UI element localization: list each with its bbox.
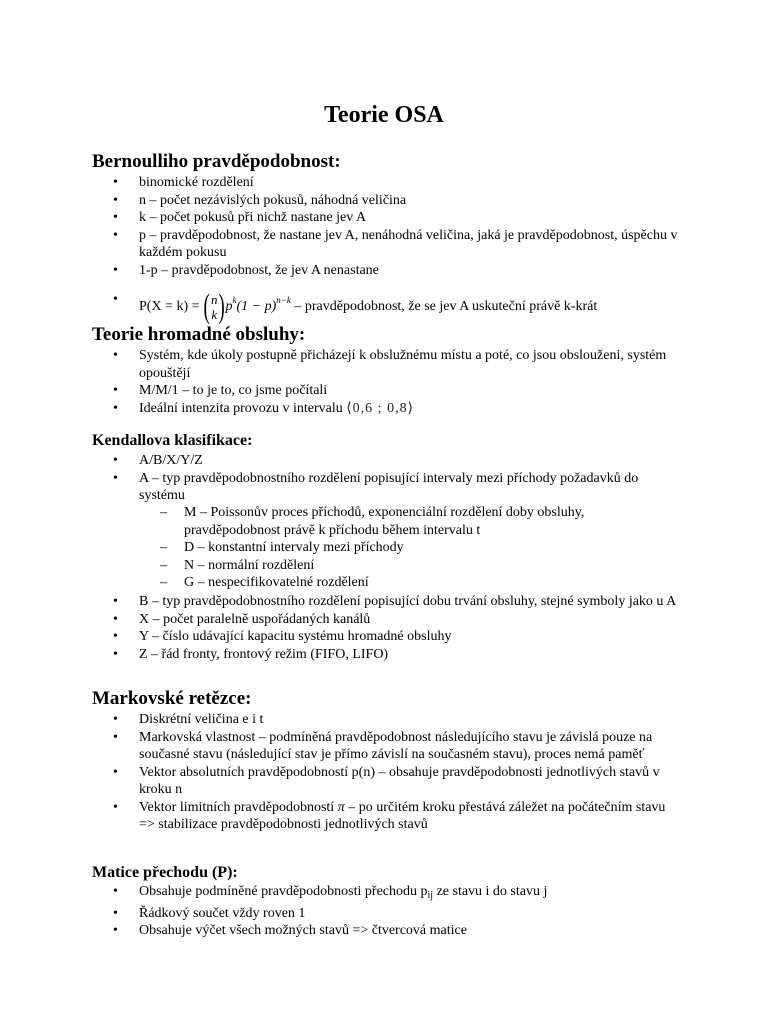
- sub-list-item: – M – Poissonův proces příchodů, exponenciální rozdělení doby obsluhy, pravděpodobnost právě k příchodu během intervalu t: [0, 504, 659, 539]
- kendall-list-top: [0, 452, 768, 505]
- sub-list-item: – N – normální rozdělení: [0, 557, 659, 575]
- list-item: • A – typ pravděpodobnostního rozdělení popisující intervaly mezi příchody požadavků do systému: [0, 470, 679, 505]
- matrix-item1-after: ze stavu i do stavu j: [436, 884, 548, 899]
- list-item: • Y – číslo udávající kapacitu systému hromadné obsluhy: [0, 628, 679, 646]
- list-item: • Systém, kde úkoly postupně přicházejí k obslužnému místu a poté, co jsou obslouženi, systém opouštějí: [0, 347, 679, 382]
- pi-symbol: π: [337, 799, 345, 815]
- list-item: • Diskrétní veličina e i t: [0, 711, 679, 729]
- kendall-heading: Kendallova klasifikace:: [92, 432, 253, 449]
- binom-bottom: k: [211, 306, 218, 322]
- markov-list: [0, 711, 768, 834]
- matrix-list: [0, 883, 768, 940]
- binom-top: n: [211, 291, 218, 307]
- sub-list-item: – D – konstantní intervaly mezi příchody: [0, 539, 659, 557]
- list-item: [0, 883, 679, 905]
- formula-middle: (1 − p): [236, 299, 277, 314]
- formula-rhs: – pravděpodobnost, že se jev A uskuteční právě k-krát: [294, 299, 598, 314]
- matrix-item1-sub: ij: [427, 890, 434, 901]
- queue-list: [0, 347, 768, 417]
- list-item: • n – počet nezávislých pokusů, náhodná veličina: [0, 192, 679, 210]
- list-item: • B – typ pravděpodobnostního rozdělení popisující dobu trvání obsluhy, stejné symboly jako u A: [0, 593, 679, 611]
- interval-text: Ideální intenzita provozu v intervalu: [139, 400, 343, 416]
- list-item: [0, 400, 679, 418]
- page-title: Teorie OSA: [324, 102, 444, 128]
- bernoulli-heading: Bernoulliho pravděpodobnost:: [92, 151, 341, 172]
- formula-exp-k: k: [232, 295, 237, 305]
- formula-lhs: P(X = k) =: [139, 299, 200, 314]
- list-item: • Řádkový součet vždy roven 1: [0, 905, 679, 923]
- list-item: • X – počet paralelně uspořádaných kanálů: [0, 611, 679, 629]
- markov-heading: Markovské retězce:: [92, 688, 252, 709]
- list-item: [0, 799, 679, 834]
- formula-item: [0, 283, 679, 324]
- limit-before: Vektor limitních pravděpodobností: [139, 799, 335, 815]
- sub-list-item: – G – nespecifikovatelné rozdělení: [0, 574, 659, 592]
- list-item: • binomické rozdělení: [0, 174, 679, 192]
- binomial-coefficient: ( n k ): [203, 287, 225, 325]
- formula-p: p: [225, 299, 233, 314]
- formula-exp-nk: n−k: [276, 295, 291, 305]
- matrix-heading: Matice přechodu (P):: [92, 864, 238, 881]
- list-item: • Vektor absolutních pravděpodobností p(n) – obsahuje pravděpodobnosti jednotlivých stavů v kroku n: [0, 764, 679, 799]
- list-item: • A/B/X/Y/Z: [0, 452, 679, 470]
- list-item: • Markovská vlastnost – podmíněná pravděpodobnost následujícího stavu je závislá pouze na současné stavu (následující stav je přímo závislí na současném stavu), proces nemá paměť: [0, 729, 679, 764]
- kendall-list-bottom: [0, 593, 768, 663]
- limit-after: – po určitém kroku přestává záležet na počátečním stavu => stabilizace pravděpodobnosti jednotlivých stavů: [139, 799, 666, 832]
- list-item: • p – pravděpodobnost, že nastane jev A, nenáhodná veličina, jaká je pravděpodobnost, úspěchu v každém pokusu: [0, 227, 679, 262]
- bernoulli-list: [0, 174, 768, 324]
- list-item: • k – počet pokusů při nichž nastane jev A: [0, 209, 679, 227]
- kendall-sub-list: [0, 504, 768, 592]
- list-item: • 1-p – pravděpodobnost, že jev A nenastane: [0, 262, 679, 280]
- list-item: • Z – řád fronty, frontový režim (FIFO, LIFO): [0, 646, 679, 664]
- queue-heading: Teorie hromadné obsluhy:: [92, 324, 306, 345]
- list-item: • Obsahuje výčet všech možných stavů => čtvercová matice: [0, 922, 679, 940]
- interval-value: ⟨0,6 ; 0,8⟩: [346, 400, 415, 416]
- list-item: • M/M/1 – to je to, co jsme počítali: [0, 382, 679, 400]
- matrix-item1-before: Obsahuje podmíněné pravděpodobnosti přechodu p: [139, 884, 428, 899]
